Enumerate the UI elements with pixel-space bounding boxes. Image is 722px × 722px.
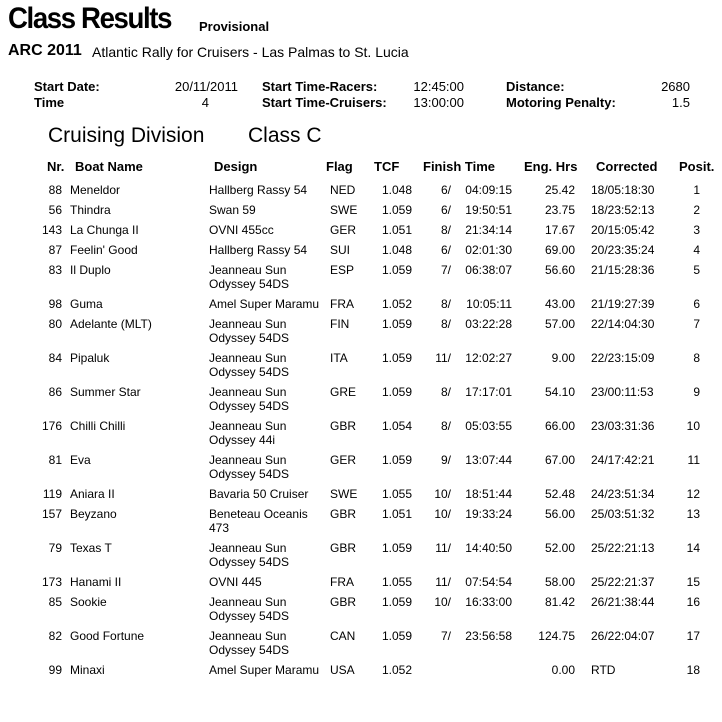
cell-time: 23:56:58: [465, 629, 512, 643]
cell-day: 8/: [440, 297, 451, 311]
cell-tcf: 1.059: [381, 541, 412, 555]
cell-posit: 16: [686, 595, 700, 609]
start-racers-label: Start Time-Racers:: [262, 79, 378, 94]
col-header-posit: Posit.: [679, 159, 715, 174]
cell-design: Jeanneau Sun: [209, 595, 287, 609]
cell-posit: 2: [693, 203, 700, 217]
cell-flag: GBR: [330, 541, 357, 555]
cell-posit: 1: [693, 183, 700, 197]
cell-posit: 6: [693, 297, 700, 311]
cell-flag: FIN: [330, 317, 350, 331]
cell-boat: Feelin' Good: [70, 243, 138, 257]
event-name: Atlantic Rally for Cruisers - Las Palmas to St. Lucia: [92, 44, 409, 60]
cell-nr: 99: [48, 663, 62, 677]
cell-design: Odyssey 54DS: [209, 365, 290, 379]
cell-day: 11/: [435, 541, 451, 555]
col-header-nr: Nr.: [47, 159, 65, 174]
cell-design: Jeanneau Sun: [209, 317, 287, 331]
cell-eng: 69.00: [544, 243, 575, 257]
cell-day: 8/: [440, 385, 451, 399]
col-header-flag: Flag: [326, 159, 353, 174]
cell-eng: 67.00: [544, 453, 575, 467]
cell-design: Jeanneau Sun: [209, 453, 287, 467]
cell-flag: SWE: [330, 487, 358, 501]
cell-design: Jeanneau Sun: [209, 541, 287, 555]
cell-design: Bavaria 50 Cruiser: [209, 487, 309, 501]
cell-tcf: 1.051: [381, 223, 412, 237]
cell-tcf: 1.059: [381, 203, 412, 217]
cell-nr: 84: [48, 351, 62, 365]
cell-boat: Sookie: [70, 595, 107, 609]
cell-time: 03:22:28: [465, 317, 512, 331]
cell-eng: 54.10: [544, 385, 575, 399]
cell-nr: 98: [48, 297, 62, 311]
cell-posit: 13: [686, 507, 700, 521]
cell-flag: GER: [330, 453, 357, 467]
start-cruisers-value: 13:00:00: [413, 95, 464, 110]
cell-design: Odyssey 54DS: [209, 609, 290, 623]
cell-eng: 23.75: [544, 203, 575, 217]
cell-design: Odyssey 54DS: [209, 643, 290, 657]
cell-time: 04:09:15: [465, 183, 512, 197]
cell-day: 6/: [440, 243, 451, 257]
time-label: Time: [34, 95, 65, 110]
cell-posit: 9: [693, 385, 700, 399]
cell-nr: 81: [48, 453, 62, 467]
time-value: 4: [201, 95, 209, 110]
cell-tcf: 1.059: [381, 595, 412, 609]
start-racers-value: 12:45:00: [413, 79, 464, 94]
cell-flag: USA: [330, 663, 355, 677]
cell-design: Odyssey 44i: [209, 433, 276, 447]
cell-nr: 83: [48, 263, 62, 277]
cell-nr: 173: [41, 575, 62, 589]
cell-flag: GBR: [330, 419, 357, 433]
cell-boat: Summer Star: [70, 385, 141, 399]
cell-day: 8/: [440, 317, 451, 331]
cell-day: 6/: [440, 203, 451, 217]
cell-corrected: 26/21:38:44: [591, 595, 655, 609]
cell-flag: GBR: [330, 595, 357, 609]
cell-tcf: 1.048: [381, 183, 412, 197]
cell-eng: 56.00: [544, 507, 575, 521]
cell-flag: ESP: [330, 263, 355, 277]
cell-boat: Good Fortune: [70, 629, 145, 643]
cell-design: Odyssey 54DS: [209, 277, 290, 291]
cell-eng: 52.00: [544, 541, 575, 555]
cell-tcf: 1.052: [381, 663, 412, 677]
division-class: Class C: [248, 124, 322, 147]
cell-time: 17:17:01: [465, 385, 512, 399]
cell-corrected: 22/14:04:30: [591, 317, 655, 331]
cell-eng: 25.42: [544, 183, 575, 197]
cell-eng: 56.60: [544, 263, 575, 277]
cell-boat: Chilli Chilli: [70, 419, 126, 433]
cell-posit: 11: [687, 453, 700, 467]
cell-posit: 14: [686, 541, 700, 555]
division-name: Cruising Division: [48, 124, 205, 147]
cell-posit: 12: [686, 487, 700, 501]
cell-corrected: 21/19:27:39: [591, 297, 655, 311]
cell-tcf: 1.059: [381, 385, 412, 399]
cell-nr: 85: [48, 595, 62, 609]
cell-day: 9/: [440, 453, 451, 467]
cell-day: 10/: [434, 487, 451, 501]
cell-tcf: 1.052: [381, 297, 412, 311]
cell-design: Jeanneau Sun: [209, 351, 287, 365]
cell-tcf: 1.059: [381, 351, 412, 365]
cell-nr: 56: [48, 203, 62, 217]
cell-flag: CAN: [330, 629, 356, 643]
cell-corrected: 20/15:05:42: [591, 223, 655, 237]
cell-eng: 66.00: [544, 419, 575, 433]
cell-posit: 5: [693, 263, 700, 277]
cell-boat: Texas T: [70, 541, 112, 555]
cell-design: Jeanneau Sun: [209, 629, 287, 643]
cell-corrected: 22/23:15:09: [591, 351, 655, 365]
cell-corrected: 25/03:51:32: [591, 507, 655, 521]
cell-day: 11/: [435, 575, 451, 589]
cell-eng: 58.00: [544, 575, 575, 589]
cell-design: Amel Super Maramu: [209, 663, 320, 677]
cell-design: Amel Super Maramu: [209, 297, 320, 311]
cell-time: 05:03:55: [465, 419, 512, 433]
cell-boat: Eva: [70, 453, 91, 467]
cell-time: 18:51:44: [465, 487, 512, 501]
cell-flag: GER: [330, 223, 357, 237]
cell-corrected: 23/00:11:53: [591, 385, 654, 399]
cell-eng: 124.75: [538, 629, 575, 643]
col-header-finish: Finish Time: [423, 159, 495, 174]
cell-time: 21:34:14: [465, 223, 512, 237]
col-header-corrected: Corrected: [596, 159, 658, 174]
cell-flag: NED: [330, 183, 356, 197]
cell-boat: Il Duplo: [70, 263, 111, 277]
cell-day: 7/: [440, 629, 451, 643]
cell-boat: Guma: [70, 297, 103, 311]
cell-day: 10/: [434, 595, 451, 609]
cell-day: 8/: [440, 223, 451, 237]
cell-corrected: 26/22:04:07: [591, 629, 655, 643]
cell-design: Swan 59: [209, 203, 256, 217]
cell-corrected: 24/17:42:21: [591, 453, 655, 467]
cell-corrected: 25/22:21:37: [591, 575, 655, 589]
distance-value: 2680: [661, 79, 690, 94]
cell-design: Jeanneau Sun: [209, 385, 287, 399]
col-header-design: Design: [214, 159, 258, 174]
cell-design: OVNI 445: [209, 575, 262, 589]
cell-eng: 17.67: [544, 223, 575, 237]
cell-design: OVNI 455cc: [209, 223, 274, 237]
cell-tcf: 1.055: [381, 575, 412, 589]
cell-corrected: 24/23:51:34: [591, 487, 655, 501]
cell-flag: FRA: [330, 297, 354, 311]
cell-posit: 18: [686, 663, 700, 677]
cell-flag: FRA: [330, 575, 354, 589]
cell-time: 14:40:50: [465, 541, 512, 555]
cell-time: 19:33:24: [465, 507, 512, 521]
cell-posit: 17: [686, 629, 700, 643]
cell-boat: Thindra: [70, 203, 111, 217]
cell-design: Odyssey 54DS: [209, 399, 290, 413]
col-header-tcf: TCF: [374, 159, 400, 174]
cell-corrected: 18/23:52:13: [591, 203, 655, 217]
cell-nr: 119: [42, 487, 62, 501]
cell-tcf: 1.059: [381, 263, 412, 277]
cell-design: Jeanneau Sun: [209, 419, 287, 433]
cell-time: 12:02:27: [465, 351, 512, 365]
cell-tcf: 1.055: [381, 487, 412, 501]
cell-time: 06:38:07: [465, 263, 512, 277]
cell-time: 19:50:51: [465, 203, 512, 217]
cell-time: 10:05:11: [466, 297, 512, 311]
cell-tcf: 1.059: [381, 317, 412, 331]
cell-posit: 15: [686, 575, 700, 589]
cell-corrected: 25/22:21:13: [591, 541, 655, 555]
cell-nr: 143: [41, 223, 62, 237]
cell-flag: ITA: [330, 351, 348, 365]
cell-eng: 57.00: [544, 317, 575, 331]
cell-nr: 79: [48, 541, 62, 555]
cell-posit: 8: [693, 351, 700, 365]
cell-nr: 87: [48, 243, 62, 257]
start-cruisers-label: Start Time-Cruisers:: [262, 95, 387, 110]
cell-boat: Meneldor: [70, 183, 121, 197]
cell-corrected: RTD: [591, 663, 616, 677]
penalty-label: Motoring Penalty:: [506, 95, 616, 110]
cell-tcf: 1.051: [381, 507, 412, 521]
cell-time: 13:07:44: [465, 453, 512, 467]
cell-nr: 88: [48, 183, 62, 197]
cell-flag: GBR: [330, 507, 357, 521]
distance-label: Distance:: [506, 79, 565, 94]
cell-boat: Beyzano: [70, 507, 117, 521]
cell-design: Hallberg Rassy 54: [209, 183, 308, 197]
cell-eng: 52.48: [544, 487, 575, 501]
cell-corrected: 20/23:35:24: [591, 243, 655, 257]
cell-tcf: 1.048: [381, 243, 412, 257]
cell-tcf: 1.059: [381, 629, 412, 643]
page-title: Class Results: [8, 2, 172, 35]
cell-eng: 43.00: [544, 297, 575, 311]
cell-nr: 86: [48, 385, 62, 399]
cell-design: Hallberg Rassy 54: [209, 243, 308, 257]
cell-design: Odyssey 54DS: [209, 331, 290, 345]
cell-nr: 82: [48, 629, 62, 643]
cell-tcf: 1.054: [381, 419, 412, 433]
cell-nr: 80: [48, 317, 62, 331]
cell-flag: SWE: [330, 203, 358, 217]
cell-tcf: 1.059: [381, 453, 412, 467]
cell-posit: 3: [693, 223, 700, 237]
cell-day: 10/: [434, 507, 451, 521]
cell-boat: Pipaluk: [70, 351, 110, 365]
cell-eng: 9.00: [551, 351, 575, 365]
cell-time: 02:01:30: [465, 243, 512, 257]
cell-eng: 81.42: [544, 595, 575, 609]
cell-time: 07:54:54: [465, 575, 512, 589]
penalty-value: 1.5: [671, 95, 690, 110]
cell-boat: Hanami II: [70, 575, 122, 589]
cell-day: 8/: [440, 419, 451, 433]
cell-corrected: 23/03:31:36: [591, 419, 655, 433]
cell-design: Jeanneau Sun: [209, 263, 287, 277]
cell-corrected: 21/15:28:36: [591, 263, 655, 277]
cell-design: Odyssey 54DS: [209, 467, 290, 481]
status-label: Provisional: [199, 19, 270, 34]
cell-boat: Minaxi: [70, 663, 105, 677]
cell-boat: Adelante (MLT): [70, 317, 152, 331]
cell-nr: 176: [41, 419, 62, 433]
cell-flag: SUI: [330, 243, 351, 257]
cell-corrected: 18/05:18:30: [591, 183, 655, 197]
start-date-value: 20/11/2011: [174, 79, 238, 94]
cell-day: 6/: [440, 183, 451, 197]
cell-nr: 157: [41, 507, 62, 521]
cell-boat: Aniara II: [70, 487, 115, 501]
cell-design: 473: [209, 521, 230, 535]
event-code: ARC 2011: [8, 42, 82, 59]
col-header-eng: Eng. Hrs: [524, 159, 578, 174]
cell-day: 11/: [435, 351, 451, 365]
col-header-boat: Boat Name: [75, 159, 143, 174]
cell-eng: 0.00: [551, 663, 575, 677]
cell-design: Beneteau Oceanis: [209, 507, 308, 521]
cell-posit: 4: [693, 243, 700, 257]
cell-time: 16:33:00: [465, 595, 512, 609]
cell-posit: 7: [693, 317, 700, 331]
cell-day: 7/: [440, 263, 451, 277]
start-date-label: Start Date:: [34, 79, 100, 94]
cell-boat: La Chunga II: [70, 223, 139, 237]
cell-design: Odyssey 54DS: [209, 555, 290, 569]
cell-posit: 10: [686, 419, 700, 433]
cell-flag: GRE: [330, 385, 357, 399]
